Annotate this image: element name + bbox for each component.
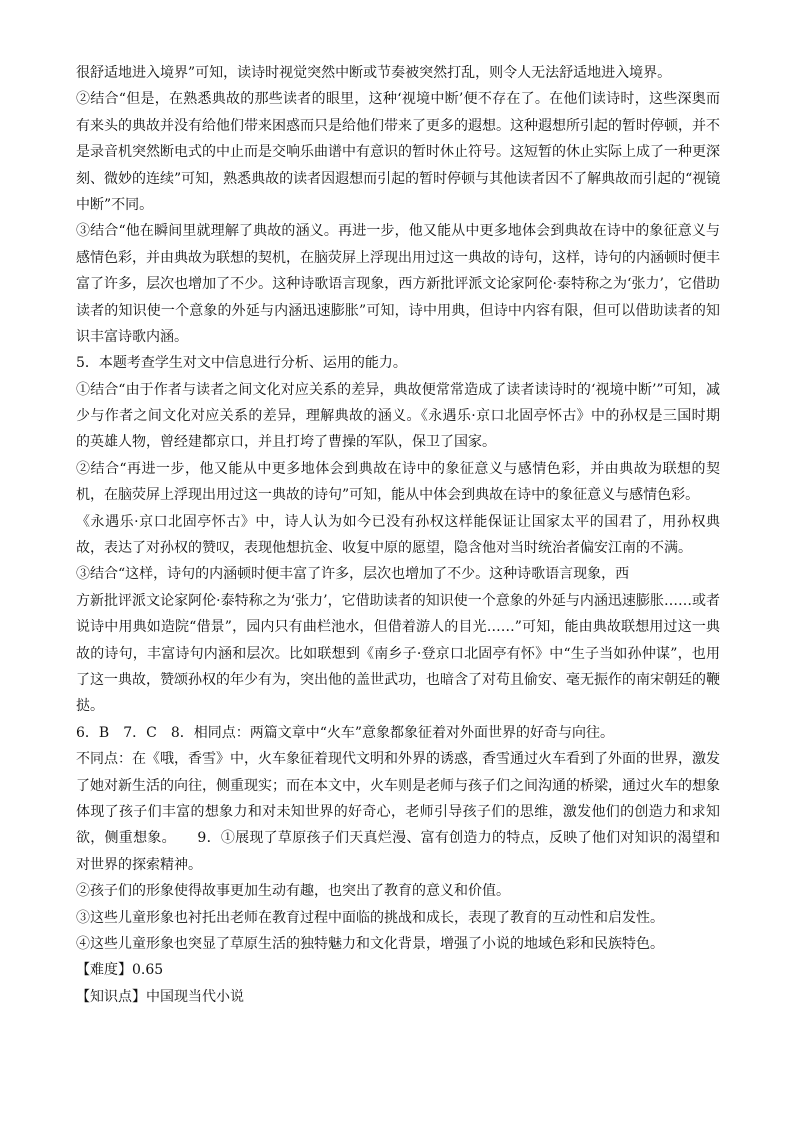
knowledge-point-label: 【知识点】 bbox=[76, 988, 146, 1005]
text-line: 机，在脑荧屏上浮现出用过这一典故的诗句”可知，能从中体会到典故在诗中的象征意义与感情色彩。 bbox=[76, 487, 700, 504]
text-line: 6．B 7．C 8．相同点：两篇文章中“火车”意象都象征着对外面世界的好奇与向往。 bbox=[76, 724, 615, 741]
text-line: 故的诗句，丰富诗句内涵和层次。比如联想到《南乡子·登京口北固亭有怀》中“生子当如孙仲谋”，也用 bbox=[76, 645, 720, 662]
answer-explanation-page bbox=[76, 60, 720, 1010]
text-line: ④这些儿童形象也突显了草原生活的独特魅力和文化背景，增强了小说的地域色彩和民族特色。 bbox=[76, 935, 664, 952]
text-line: ②结合“但是，在熟悉典故的那些读者的眼里，这种‘视境中断’便不存在了。在他们读诗时，这些深奥而 bbox=[76, 91, 720, 108]
text-line: 对世界的探索精神。 bbox=[76, 856, 202, 873]
text-line: 中断”不同。 bbox=[76, 196, 154, 213]
text-line: 挞。 bbox=[76, 698, 104, 715]
text-line: ③这些儿童形象也衬托出老师在教育过程中面临的挑战和成长，表现了教育的互动性和启发性。 bbox=[76, 909, 664, 926]
text-line: 很舒适地进入境界”可知，读诗时视觉突然中断或节奏被突然打乱，则令人无法舒适地进入境界。 bbox=[76, 65, 672, 81]
text-line: 读者的知识使一个意象的外延与内涵迅速膨胀”可知，诗中用典，但诗中内容有限，但可以借助读者的知 bbox=[76, 302, 720, 319]
text-line: ③结合“这样，诗句的内涵顿时便丰富了许多，层次也增加了不少。这种诗歌语言现象，西 bbox=[76, 566, 630, 583]
difficulty-label: 【难度】 bbox=[76, 962, 132, 979]
text-line: 识丰富诗歌内涵。 bbox=[76, 328, 188, 345]
text-line: 《永遇乐·京口北固亭怀古》中，诗人认为如今已没有孙权这样能保证让国家太平的国君了，用孙权典 bbox=[76, 513, 720, 530]
text-line: 欲，侧重想象。 9．①展现了草原孩子们天真烂漫、富有创造力的特点，反映了他们对知识的渴望和 bbox=[76, 830, 720, 847]
text-line: 感情色彩，并由典故为联想的契机，在脑荧屏上浮现出用过这一典故的诗句，这样，诗句的内涵顿时便丰 bbox=[76, 249, 720, 266]
text-line: ①结合“由于作者与读者之间文化对应关系的差异，典故便常常造成了读者读诗时的‘视境中断’”可知，减 bbox=[76, 381, 720, 398]
text-line: 不同点：在《哦，香雪》中，火车象征着现代文明和外界的诱惑，香雪通过火车看到了外面的世界，激发 bbox=[76, 751, 720, 768]
text-line: 说诗中用典如造院“借景”，园内只有曲栏池水，但借着游人的目光……”可知，能由典故联想用过这一典 bbox=[76, 619, 720, 636]
text-line: 是录音机突然断电式的中止而是交响乐曲谱中有意识的暂时休止符号。这短暂的休止实际上成了一种更深 bbox=[76, 144, 720, 161]
explanation-body bbox=[76, 60, 720, 957]
text-line: 的英雄人物，曾经建都京口，并且打垮了曹操的军队，保卫了国家。 bbox=[76, 434, 496, 451]
text-line: 少与作者之间文化对应关系的差异，理解典故的涵义。《永遇乐·京口北固亭怀古》中的孙权是三国时期 bbox=[76, 408, 720, 425]
text-line: ②孩子们的形象使得故事更加生动有趣，也突出了教育的意义和价值。 bbox=[76, 883, 510, 900]
text-line: 方新批评派文论家阿伦·泰特称之为‘张力’，它借助读者的知识使一个意象的外延与内涵迅速膨胀……或者 bbox=[76, 592, 720, 609]
knowledge-point-value: 中国现当代小说 bbox=[146, 988, 244, 1005]
text-line: 故，表达了对孙权的赞叹，表现他想抗金、收复中原的愿望，隐含他对当时统治者偏安江南的不满。 bbox=[76, 540, 692, 557]
difficulty-value: 0.65 bbox=[132, 962, 164, 979]
text-line: 体现了孩子们丰富的想象力和对未知世界的好奇心，老师引导孩子们的思维，激发他们的创造力和求知 bbox=[76, 803, 720, 820]
knowledge-point-row bbox=[76, 984, 720, 1010]
text-line: 有来头的典故并没有给他们带来困惑而只是给他们带来了更多的遐想。这种遐想所引起的暂时停顿，并不 bbox=[76, 117, 720, 134]
text-line: 刻、微妙的连续”可知，熟悉典故的读者因遐想而引起的暂时停顿与其他读者因不了解典故而引起的“视镜 bbox=[76, 170, 720, 187]
text-line: ②结合“再进一步，他又能从中更多地体会到典故在诗中的象征意义与感情色彩，并由典故为联想的契 bbox=[76, 460, 720, 477]
text-line: 了这一典故，赞颂孙权的年少有为，突出他的盖世武功，也暗含了对苟且偷安、毫无振作的南宋朝廷的鞭 bbox=[76, 671, 720, 688]
difficulty-row bbox=[76, 957, 720, 983]
text-line: 了她对新生活的向往，侧重现实；而在本文中，火车则是老师与孩子们之间沟通的桥梁，通过火车的想象 bbox=[76, 777, 720, 794]
text-line: ③结合“他在瞬间里就理解了典故的涵义。再进一步，他又能从中更多地体会到典故在诗中的象征意义与 bbox=[76, 223, 720, 240]
text-line: 富了许多，层次也增加了不少。这种诗歌语言现象，西方新批评派文论家阿伦·泰特称之为‘张力’，它借助 bbox=[76, 276, 720, 293]
text-line: 5．本题考查学生对文中信息进行分析、运用的能力。 bbox=[76, 355, 407, 372]
